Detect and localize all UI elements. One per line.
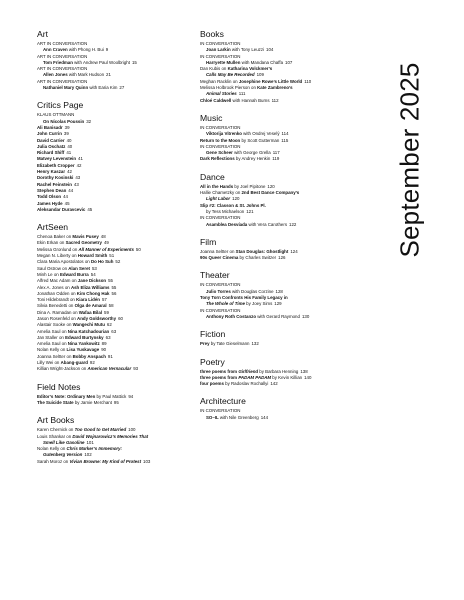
page-number: 57 xyxy=(101,297,107,303)
entry-text: Minh Le on xyxy=(37,271,60,277)
page-number: 93 xyxy=(133,366,139,372)
entry-text: Alex A. Jones on xyxy=(37,284,71,290)
toc-entry[interactable] xyxy=(200,222,390,228)
page-number: 142 xyxy=(270,381,278,387)
page-number: 132 xyxy=(251,341,259,347)
entry-text: Jan Staller on xyxy=(37,334,66,340)
section-architecture xyxy=(200,396,390,421)
entry-text: Chris Marker’s Immemory: xyxy=(66,446,123,452)
page-number: 119 xyxy=(272,156,280,162)
entry-text: Alan Seret xyxy=(68,265,90,271)
page-number: 102 xyxy=(84,452,92,458)
entry-text: Edward Burra xyxy=(59,271,89,277)
page-number: 63 xyxy=(105,334,111,340)
entry-text: by Tate Gieselmann xyxy=(209,341,250,347)
section-art-books xyxy=(37,415,197,465)
entry-text: Olga de Amaral xyxy=(74,303,107,309)
entry-text: Toni Hildebrandt on xyxy=(37,297,77,303)
entry-text: Silvia Benedetti on xyxy=(37,303,75,309)
toc-entry[interactable] xyxy=(37,85,197,91)
page-number: 55 xyxy=(108,278,113,284)
page-number: 62 xyxy=(106,322,112,328)
toc-entry[interactable] xyxy=(200,381,390,387)
entry-text: ART IN CONVERSATION xyxy=(37,66,88,72)
entry-text: Kiara Lidén xyxy=(76,297,100,303)
entry-text: Karen Chernick on xyxy=(37,427,75,433)
entry-text: by Kevin Killian xyxy=(271,374,303,380)
page-number: 115 xyxy=(281,137,289,143)
entry-text: Meghan Racklin on xyxy=(200,78,239,84)
section-title: Dance xyxy=(200,171,225,182)
entry-text: with Hannah Burns xyxy=(231,97,270,103)
entry-text: Ash Eliza Williams xyxy=(70,284,110,290)
entry-text: Dina A. Ramadan on xyxy=(37,309,79,315)
page-number: 92 xyxy=(89,360,95,366)
entry-text: SO–IL xyxy=(206,414,219,420)
entry-text: Bobby Anspach xyxy=(72,353,106,359)
entry-text: Howard Smith xyxy=(77,253,108,259)
entry-text: with Earia Kim xyxy=(88,85,118,91)
page-number: 126 xyxy=(278,255,286,261)
entry-text: Elizabeth Cropper xyxy=(37,162,75,168)
page-number: 45 xyxy=(64,200,70,206)
entry-text: ART IN CONVERSATION xyxy=(37,41,88,46)
entry-text: by Jamie Merchant xyxy=(73,399,112,405)
toc-entry[interactable] xyxy=(37,459,197,465)
entry-text: Abang-guard xyxy=(60,360,88,366)
page-number: 100 xyxy=(128,427,136,433)
section-title: Art xyxy=(37,29,48,39)
entry-text: Jonathan Odden on xyxy=(37,290,77,296)
page-number: 52 xyxy=(115,259,121,265)
entry-text: Dark Reflections xyxy=(200,156,235,162)
entry-text: with Mark Hudson xyxy=(67,72,105,78)
section-title: Fiction xyxy=(200,329,226,340)
page-number: 39 xyxy=(63,131,69,137)
page-number: 111 xyxy=(238,91,246,97)
entry-text: Aleksandar Duravcevic xyxy=(37,206,86,212)
entry-text: Alfred Mac Adam on xyxy=(37,278,78,284)
entry-text: with Vera Carothers xyxy=(247,221,288,227)
page-number: 45 xyxy=(87,206,93,212)
issue-title-vertical xyxy=(390,0,430,600)
entry-text: by Andrey Henkin xyxy=(234,156,271,162)
entry-text: IN CONVERSATION xyxy=(200,41,241,46)
entry-text: three poems from xyxy=(200,374,239,380)
entry-text: Sarah Moroz on xyxy=(37,458,70,464)
entry-text: KLAUS OTTMANN xyxy=(37,112,75,118)
entry-text: Richard Shiff xyxy=(37,150,65,156)
section-art xyxy=(37,29,197,91)
toc-entry[interactable] xyxy=(200,341,390,347)
page-number: 42 xyxy=(67,169,72,175)
entry-text: Saul Ostrow on xyxy=(37,265,69,271)
entry-text: with George Grella xyxy=(232,150,271,156)
entry-text: with Tony Leuzzi xyxy=(230,47,265,53)
entry-text: Josephine Rowe’s Little World xyxy=(238,78,303,84)
entry-text: Nina Katchadourian xyxy=(67,328,110,334)
entry-text: Katharina Volckmer’s xyxy=(227,66,273,72)
entry-text: IN CONVERSATION xyxy=(200,143,241,149)
entry-text: Matvey Levenstein xyxy=(37,156,77,162)
page-number: 41 xyxy=(66,150,72,156)
section-theater xyxy=(200,270,390,320)
section-music xyxy=(200,113,390,163)
entry-text: James Hyde xyxy=(37,200,63,206)
entry-text: IN CONVERSATION xyxy=(200,307,241,313)
page-number: 43 xyxy=(73,181,79,187)
entry-text: IN CONVERSATION xyxy=(200,215,241,221)
entry-text: Prey xyxy=(200,341,210,347)
page-number: 21 xyxy=(106,72,111,78)
page-number: 90 xyxy=(101,347,107,353)
page-number: 39 xyxy=(64,124,70,130)
section-fiction xyxy=(200,329,390,347)
section-title: Music xyxy=(200,112,223,123)
entry-text: by Barbara Henning xyxy=(258,368,299,374)
entry-text: The Suicide State xyxy=(37,399,74,405)
entry-text: with Phong H. Bui xyxy=(67,47,104,53)
entry-text: Return to the Moon xyxy=(200,137,241,143)
entry-text: Dorothy Kosinski xyxy=(37,175,74,181)
section-title: Poetry xyxy=(200,356,225,367)
entry-text: All Manner of Experiments xyxy=(78,246,134,252)
page-number: 109 xyxy=(256,72,264,78)
entry-text: American Vernacular xyxy=(87,366,132,372)
entry-text: David Wojnarowicz’s Memories That xyxy=(72,433,149,439)
entry-text: by Paul Mattick xyxy=(95,393,127,399)
page-number: 15 xyxy=(131,59,137,65)
entry-text: Girlfriend xyxy=(238,368,259,374)
page-number: 140 xyxy=(304,374,312,380)
section-title: Field Notes xyxy=(37,381,81,392)
toc-entry[interactable] xyxy=(200,98,390,104)
page-number: 55 xyxy=(111,284,117,290)
entry-text: Jane Dickson xyxy=(77,278,107,284)
page-number: 121 xyxy=(246,208,254,214)
entry-text: Animal Stories xyxy=(206,91,237,97)
entry-text: Stephen Dean xyxy=(37,187,67,193)
toc-left-column xyxy=(37,29,197,474)
issue-title: September 2025 xyxy=(394,62,425,258)
entry-text: Melissa Gronlund on xyxy=(37,246,79,252)
page-number: 44 xyxy=(68,187,74,193)
page-number: 9 xyxy=(105,47,109,53)
toc-entry[interactable] xyxy=(37,207,197,213)
entry-text: Tony Torn Confronts His Family Legacy in xyxy=(200,295,288,301)
entry-text: IN CONVERSATION xyxy=(200,124,241,130)
page-number: 103 xyxy=(143,458,151,464)
entry-text: Do Ho Suh xyxy=(90,259,114,265)
entry-text: Nolan Kelly on xyxy=(37,347,67,353)
entry-text: IN CONVERSATION xyxy=(200,408,241,414)
entry-text: Light Labor xyxy=(206,196,231,202)
entry-text: by Tess Michaelson xyxy=(206,208,245,214)
page-number: 32 xyxy=(86,118,92,124)
entry-text: Nina Yankowitz xyxy=(67,341,100,347)
page-number: 58 xyxy=(108,303,114,309)
entry-text: Ali Banisadr xyxy=(37,124,63,130)
entry-text: The Whole of Time xyxy=(206,301,245,307)
entry-text: Editor’s Note: Ordinary Men xyxy=(37,393,96,399)
entry-text: three poems from xyxy=(200,368,239,374)
entry-text: Wafaa Bilal xyxy=(78,309,103,315)
page-number: 59 xyxy=(104,309,109,315)
section-title: ArtSeen xyxy=(37,222,69,233)
page-number: 128 xyxy=(275,288,283,294)
section-dance xyxy=(200,172,390,228)
entry-text: David Carrier xyxy=(37,137,65,143)
section-critics-page xyxy=(37,100,197,213)
entry-text: with Mandana Chaffa xyxy=(240,59,284,65)
entry-text: Joanna Seltter on xyxy=(37,353,73,359)
entry-text: Edward Burtynsky xyxy=(65,334,104,340)
section-artseen xyxy=(37,222,197,373)
entry-text: Ann Craven xyxy=(43,47,68,53)
entry-text: with Douglas Corzine xyxy=(230,288,274,294)
page-number: 89 xyxy=(101,341,107,347)
entry-text: Nolan Kelly on xyxy=(37,446,67,452)
entry-text: On Nicolas Poussin xyxy=(43,118,85,124)
toc-entry[interactable] xyxy=(37,366,197,372)
section-poetry xyxy=(200,357,390,388)
page-number: 40 xyxy=(66,137,72,143)
entry-text: by Charles Switzer xyxy=(238,255,277,261)
entry-text: Harryette Mullen xyxy=(206,59,241,65)
page-number: 41 xyxy=(78,156,83,162)
section-title: Architecture xyxy=(200,396,246,407)
entry-text: Stan Douglas: Ghostlight xyxy=(235,248,289,254)
page-number: 117 xyxy=(272,150,280,156)
entry-text: Mavis Pusey xyxy=(72,234,99,240)
page-number: 120 xyxy=(267,183,275,189)
page-number: 124 xyxy=(290,248,298,254)
entry-text: Alastair Sooke on xyxy=(37,322,73,328)
entry-text: ART IN CONVERSATION xyxy=(37,78,88,84)
entry-text: Henry Kaszar xyxy=(37,169,66,175)
entry-text: Melissa Holbrook Pierson on xyxy=(200,85,258,91)
entry-text: IN CONVERSATION xyxy=(200,53,241,59)
entry-text: Julio Torres xyxy=(206,288,231,294)
entry-text: Killian Wright-Jackson on xyxy=(37,366,88,372)
page-number: 112 xyxy=(271,97,279,103)
page-number: 54 xyxy=(90,271,96,277)
entry-text: Asamblea Desvíada xyxy=(206,221,248,227)
page-number: 42 xyxy=(76,162,82,168)
page-number: 94 xyxy=(128,393,134,399)
section-title: Film xyxy=(200,236,217,247)
page-number: 138 xyxy=(300,368,308,374)
entry-text: Chenoa Baker on xyxy=(37,234,73,240)
entry-text: Gutenberg Version xyxy=(43,452,83,458)
page-number: 49 xyxy=(103,240,109,246)
entry-text: Viktorija Vitrenko xyxy=(206,131,242,137)
page-number: 48 xyxy=(100,234,106,240)
entry-text: Lilly Wei on xyxy=(37,360,61,366)
page-number: 53 xyxy=(91,265,97,271)
section-field-notes xyxy=(37,382,197,407)
section-books xyxy=(200,29,390,104)
entry-text: All in the Hands xyxy=(200,183,234,189)
page-number: 63 xyxy=(111,328,117,334)
toc-entry[interactable] xyxy=(200,415,390,421)
page-number: 27 xyxy=(119,85,125,91)
entry-text: Todd Olson xyxy=(37,194,62,200)
page-number: 107 xyxy=(285,59,293,65)
entry-text: by Joel Pipitone xyxy=(233,183,266,189)
entry-text: Gene Scheer xyxy=(206,150,233,156)
page-number: 56 xyxy=(111,290,117,296)
page-number: 114 xyxy=(281,131,289,137)
entry-text: Anthony Roth Costanzo xyxy=(206,313,256,319)
entry-text: Rachel Feinstein xyxy=(37,181,72,187)
page-number: 144 xyxy=(260,414,269,420)
section-title: Books xyxy=(200,29,224,39)
entry-text: IN CONVERSATION xyxy=(200,282,241,288)
entry-text: Slip #2: Classon & St. Johns Pl. xyxy=(200,202,266,208)
entry-text: Nathaniel Mary Quinn xyxy=(43,85,89,91)
entry-text: 2nd Best Dance Company’s xyxy=(241,190,300,196)
entry-text: Julia Oschatz xyxy=(37,143,66,149)
entry-text: Dan Kubis on xyxy=(200,66,228,72)
entry-text: Kim Chong Hak xyxy=(76,290,110,296)
section-film xyxy=(200,237,390,262)
section-title: Art Books xyxy=(37,415,75,426)
page-number: 50 xyxy=(135,246,141,252)
entry-text: by Joey Sims xyxy=(244,301,273,307)
entry-text: Calls May Be Recorded xyxy=(206,72,255,78)
entry-text: ART IN CONVERSATION xyxy=(37,53,88,59)
entry-text: John Currin xyxy=(37,131,62,137)
page-number: 129 xyxy=(274,301,282,307)
toc-entry[interactable] xyxy=(37,400,197,406)
entry-text: with Ondrej Veselý xyxy=(241,131,280,137)
page-number: 95 xyxy=(113,399,119,405)
section-title: Theater xyxy=(200,270,230,281)
page-number: 91 xyxy=(107,353,113,359)
entry-text: by Scott Gutterman xyxy=(240,137,280,143)
entry-text: Kate Zambreno’s xyxy=(257,85,293,91)
entry-text: with Gerard Raymond xyxy=(256,313,300,319)
toc-entry[interactable] xyxy=(200,156,390,162)
entry-text: Amelia Saul on xyxy=(37,328,68,334)
entry-text: Joan Larkin xyxy=(206,47,231,53)
entry-text: Allen Jones xyxy=(43,72,68,78)
entry-text: with Nile Greenberg xyxy=(218,414,259,420)
page-number: 40 xyxy=(67,143,73,149)
toc-right-column xyxy=(200,29,390,430)
page-number: 101 xyxy=(86,439,94,445)
entry-text: Too Good to Get Married xyxy=(74,427,127,433)
entry-text: Amelia Saul on xyxy=(37,341,68,347)
entry-text: Andy Goldsworthy xyxy=(77,315,117,321)
page-number: 44 xyxy=(63,194,68,200)
entry-text: Wangechi Mutu xyxy=(72,322,105,328)
toc-entry[interactable] xyxy=(200,255,390,261)
entry-text: Sacred Geometry xyxy=(65,240,102,246)
entry-text: Chloé Caldwell xyxy=(200,97,232,103)
entry-text: by Radoslav Rochallyi xyxy=(223,381,269,387)
entry-text: Louis Shankar on xyxy=(37,433,73,439)
page-number: 60 xyxy=(118,315,123,321)
entry-text: four poems xyxy=(200,381,224,387)
toc-entry[interactable] xyxy=(200,314,390,320)
entry-text: Clara Maria Apostolatos on xyxy=(37,259,91,265)
entry-text: Joanna Seltter on xyxy=(200,248,236,254)
entry-text: Lisa Yuskavage xyxy=(66,347,100,353)
page-number: 110 xyxy=(304,78,312,84)
section-title: Critics Page xyxy=(37,100,84,111)
entry-text: Tom Friedman xyxy=(43,59,73,65)
entry-text: Hallie Chametzky on xyxy=(200,190,242,196)
entry-text: Vivian Browne: My Kind of Protest xyxy=(69,458,142,464)
entry-text: Jason Rosenfeld on xyxy=(37,315,78,321)
entry-text: PADAM PADAM xyxy=(238,374,272,380)
entry-text: Megan N. Liberty on xyxy=(37,253,78,259)
page-number: 104 xyxy=(266,47,274,53)
page-number: 122 xyxy=(289,221,297,227)
page-number: 43 xyxy=(75,175,81,181)
page-number: 120 xyxy=(232,196,240,202)
entry-text: Smell Like Gasoline xyxy=(43,439,85,445)
entry-text: Ekin Erkan on xyxy=(37,240,66,246)
page-number: 51 xyxy=(109,253,115,259)
entry-text: 90s Queer Cinema xyxy=(200,255,239,261)
entry-text: with Andrew Paul Woolbright xyxy=(72,59,130,65)
page-number: 130 xyxy=(301,313,310,319)
